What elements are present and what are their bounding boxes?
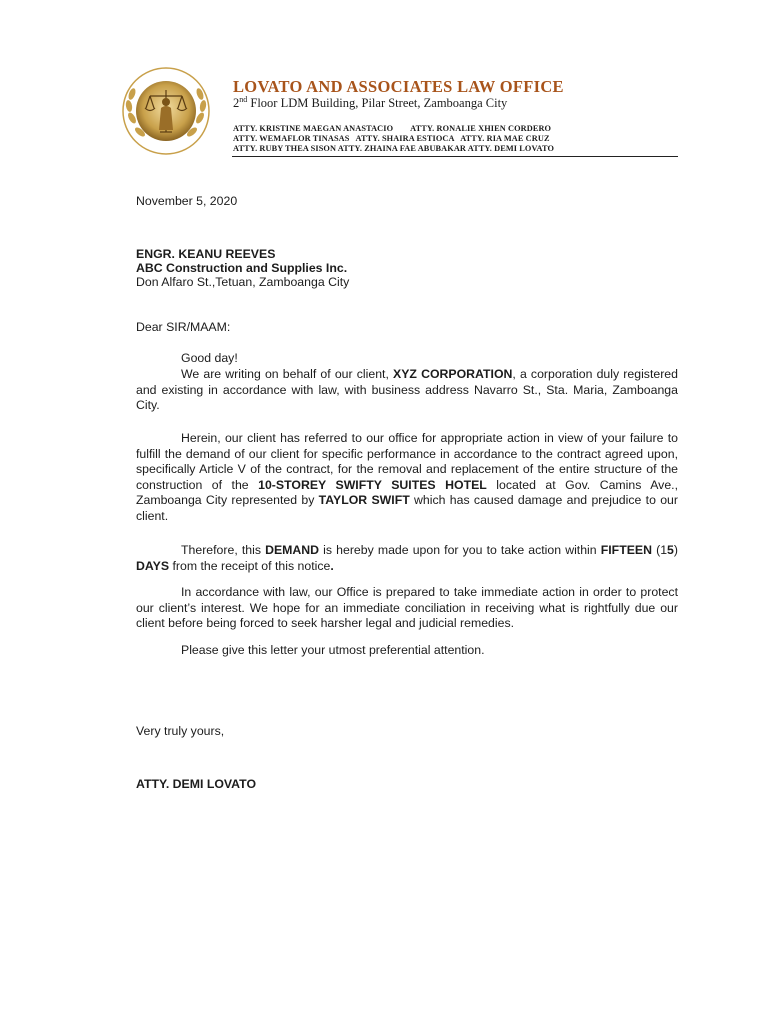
- attorneys-line-1: ATTY. KRISTINE MAEGAN ANASTACIO ATTY. RONALIE XHIEN CORDERO: [233, 124, 552, 133]
- salutation: Dear SIR/MAAM:: [136, 320, 231, 334]
- recipient-company: ABC Construction and Supplies Inc.: [136, 261, 348, 275]
- paragraph-action: In accordance with law, our Office is prepared to take immediate action in order to protect our client’s interest. We hope for an immediate conciliation in receiving what is rightfully due our client before being forced to seek harsher legal and judicial remedies.: [136, 585, 678, 630]
- closing: Very truly yours,: [136, 724, 225, 738]
- firm-address: 2nd Floor LDM Building, Pilar Street, Zamboanga City: [233, 95, 508, 111]
- attorneys-line-2: ATTY. WEMAFLOR TINASAS ATTY. SHAIRA ESTIOCA ATTY. RIA MAE CRUZ: [233, 134, 550, 143]
- paragraph-client: We are writing on behalf of our client, XYZ CORPORATION, a corporation duly registered and existing in accordance with law, with business address Navarro St., Sta. Maria, Zamboanga City.: [136, 367, 678, 412]
- letter-date: November 5, 2020: [136, 194, 238, 208]
- letterhead-divider: [232, 156, 678, 157]
- recipient-name: ENGR. KEANU REEVES: [136, 247, 276, 261]
- recipient-address: Don Alfaro St.,Tetuan, Zamboanga City: [136, 275, 350, 289]
- paragraph-referral: Herein, our client has referred to our office for appropriate action in view of your failure to fulfill the demand of our client for specific performance in accordance to the contract agreed upon, specifically Article V of the contract, for the removal and replacement of the entire structure of the construction of the 10-STOREY SWIFTY SUITES HOTEL located at Gov. Camins Ave., Zamboanga City represented by TAYLOR SWIFT which has caused damage and prejudice to our client.: [136, 431, 679, 523]
- greeting: Good day!: [181, 351, 238, 365]
- paragraph-demand: Therefore, this DEMAND is hereby made upon for you to take action within FIFTEEN (15) DAYS from the receipt of this notice.: [136, 543, 678, 573]
- signatory: ATTY. DEMI LOVATO: [136, 777, 257, 791]
- paragraph-attention: Please give this letter your utmost preferential attention.: [181, 643, 485, 657]
- scales-of-justice-seal-icon: [120, 66, 212, 156]
- firm-name: LOVATO AND ASSOCIATES LAW OFFICE: [233, 77, 564, 96]
- attorneys-line-3: ATTY. RUBY THEA SISON ATTY. ZHAINA FAE ABUBAKAR ATTY. DEMI LOVATO: [233, 144, 555, 153]
